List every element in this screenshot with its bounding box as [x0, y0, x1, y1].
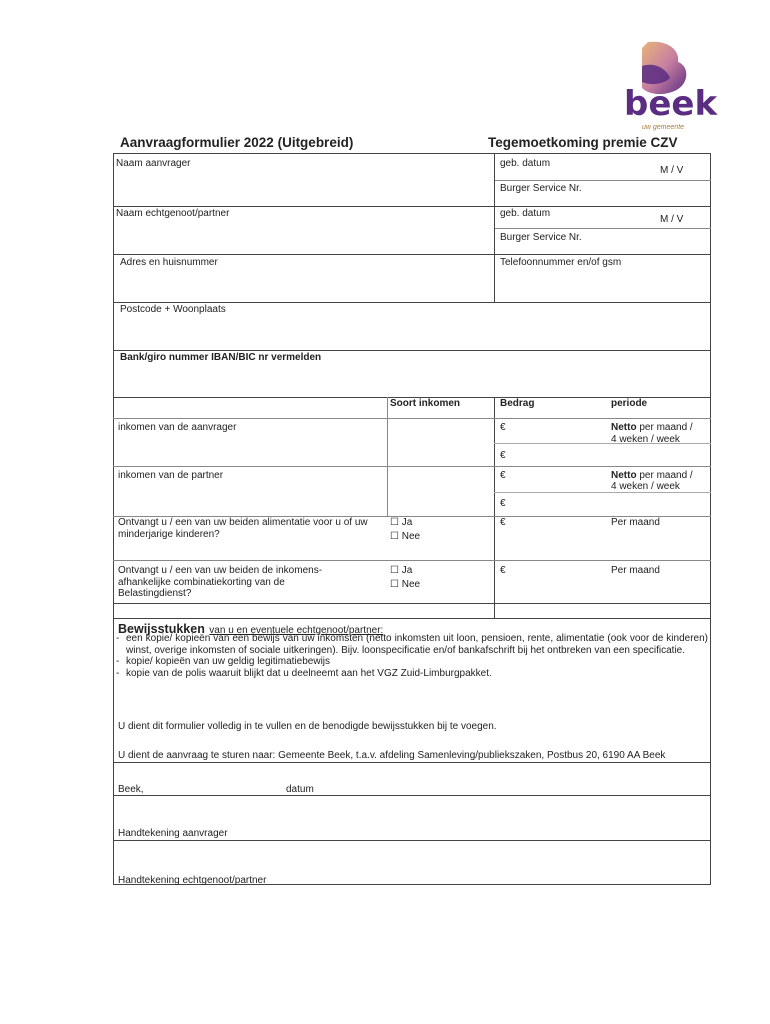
- applicant-gender: M / V: [660, 165, 684, 176]
- combi-period: Per maand: [611, 565, 660, 576]
- partner-income-label: inkomen van de partner: [118, 470, 224, 481]
- alimony-yes-checkbox[interactable]: ☐ Ja: [390, 517, 413, 528]
- list-item: - een kopie/ kopieën van een bewijs van uw inkomsten (netto inkomsten uit loon, pensioen, rente, alimentatie (ook voor de kinderen) winst, overige inkomsten of sociale uitkeringen). Bijv. loonspecificatie en/of bankafschrift bij het ontbreken van een specificatie.: [116, 633, 708, 656]
- applicant-signature-label: Handtekening aanvrager: [118, 828, 228, 839]
- list-item: - kopie/ kopieën van uw geldig legitimatiebewijs: [116, 656, 708, 668]
- partner-name-label: Naam echtgenoot/partner: [116, 208, 230, 219]
- postcode-label: Postcode + Woonplaats: [120, 304, 226, 315]
- netto-rest-2: per maand /: [636, 470, 693, 481]
- phone-label: Telefoonnummer en/of gsm: [500, 257, 622, 268]
- netto-bold: Netto: [611, 422, 637, 433]
- alimony-euro: €: [500, 517, 506, 528]
- alimony-no-checkbox[interactable]: ☐ Nee: [390, 531, 421, 542]
- proof-list: [116, 633, 708, 679]
- applicant-name-label: Naam aanvrager: [116, 158, 191, 169]
- combi-euro: €: [500, 565, 506, 576]
- send-to: U dient de aanvraag te sturen naar: Gemeente Beek, t.a.v. afdeling Samenleving/publiekszaken, Postbus 20, 6190 AA Beek: [118, 750, 666, 761]
- date-label: datum: [286, 784, 314, 795]
- applicant-income-period-2: 4 weken / week: [611, 434, 680, 445]
- header-income-type: Soort inkomen: [390, 398, 461, 409]
- partner-gender: M / V: [660, 214, 684, 225]
- header-amount: Bedrag: [500, 398, 535, 409]
- applicant-income-euro-2: €: [500, 450, 506, 461]
- alimony-question: Ontvangt u / een van uw beiden alimentatie voor u of uw minderjarige kinderen?: [118, 517, 368, 540]
- partner-income-euro-2: €: [500, 498, 506, 509]
- applicant-income-euro-1: €: [500, 422, 506, 433]
- logo-tagline: uw gemeente: [642, 124, 685, 131]
- combi-no-checkbox[interactable]: ☐ Nee: [390, 579, 421, 590]
- place-label: Beek,: [118, 784, 144, 795]
- netto-rest: per maand /: [636, 422, 693, 433]
- list-item: - kopie van de polis waaruit blijkt dat u deelneemt aan het VGZ Zuid-Limburgpakket.: [116, 668, 708, 680]
- applicant-income-label: inkomen van de aanvrager: [118, 422, 237, 433]
- header-period: periode: [611, 398, 648, 409]
- bank-label: Bank/giro nummer IBAN/BIC nr vermelden: [120, 352, 322, 363]
- partner-signature-label: Handtekening echtgenoot/partner: [118, 875, 267, 886]
- applicant-income-period: [611, 422, 693, 433]
- partner-income-period-2: 4 weken / week: [611, 481, 680, 492]
- partner-income-period: [611, 470, 693, 481]
- proof-heading: Bewijsstukken: [118, 622, 205, 636]
- address-label: Adres en huisnummer: [120, 257, 218, 268]
- beek-logo: [620, 38, 718, 133]
- applicant-bsn-label: Burger Service Nr.: [500, 183, 582, 194]
- form-title: Aanvraagformulier 2022 (Uitgebreid): [120, 135, 354, 150]
- alimony-period: Per maand: [611, 517, 660, 528]
- proof-subheading: van u en eventuele echtgenoot/partner:: [209, 625, 384, 636]
- combi-question: Ontvangt u / een van uw beiden de inkomens-afhankelijke combinatiekorting van de Belastingdienst?: [118, 565, 323, 599]
- partner-bsn-label: Burger Service Nr.: [500, 232, 582, 243]
- netto-bold-2: Netto: [611, 470, 637, 481]
- combi-yes-checkbox[interactable]: ☐ Ja: [390, 565, 413, 576]
- partner-income-euro-1: €: [500, 470, 506, 481]
- proof-note: U dient dit formulier volledig in te vullen en de benodigde bewijsstukken bij te voegen.: [118, 721, 497, 732]
- logo-wordmark: beek: [624, 84, 718, 124]
- form-subject: Tegemoetkoming premie CZV: [488, 135, 678, 150]
- applicant-dob-label: geb. datum: [500, 158, 551, 169]
- partner-dob-label: geb. datum: [500, 208, 551, 219]
